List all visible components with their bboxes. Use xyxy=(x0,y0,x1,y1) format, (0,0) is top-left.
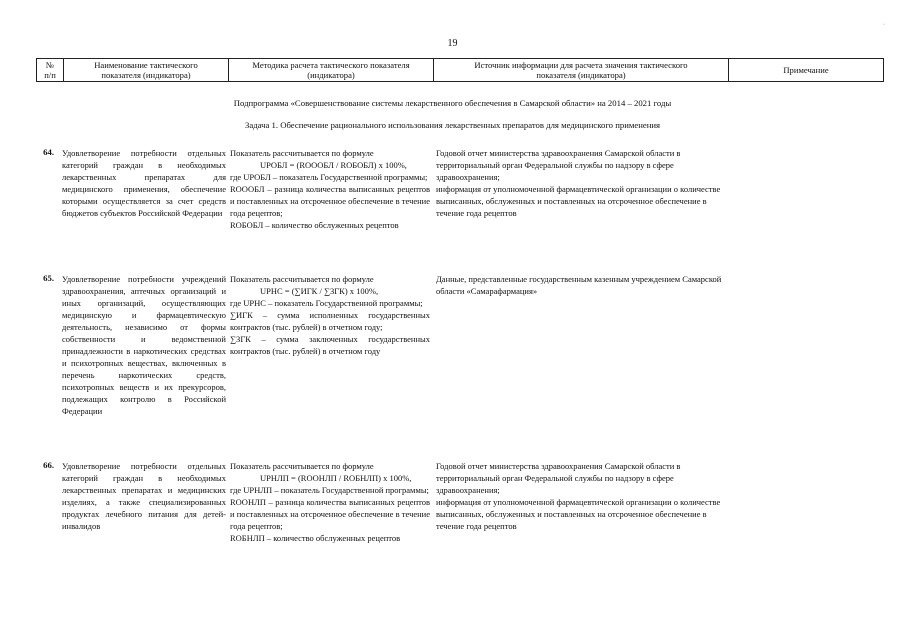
method-line: Показатель рассчитывается по формуле xyxy=(230,274,374,284)
row-indicator-name: Удовлетворение потребности отдельных категорий граждан в необходимых лекарственных препаратах и медицинских изделиях, а также специализированных продуктах лечебного питания для детей-инвалидов xyxy=(62,461,226,531)
method-line: Показатель рассчитывается по формуле xyxy=(230,148,374,158)
row-method xyxy=(230,273,433,357)
method-line: где UPНС – показатель Государственной программы; xyxy=(230,298,423,308)
header-col-source: Источник информации для расчета значения тактического показателя (индикатора) xyxy=(434,59,729,82)
method-line: ∑ИГК – сумма исполненных государственных контрактов (тыс. рублей) в отчетном году; xyxy=(230,310,433,332)
row-number: 65. xyxy=(43,273,54,283)
header-col-name: Наименование тактического показателя (индикатора) xyxy=(64,59,229,82)
method-formula: UPНЛП = (RООНЛП / RОБНЛП) х 100%, xyxy=(260,473,412,483)
method-formula: UPНС = (∑ИГК / ∑ЗГК) х 100%, xyxy=(260,286,379,296)
method-line: где UPНЛП – показатель Государственной программы; xyxy=(230,485,429,495)
method-line: RОБНЛП – количество обслуженных рецептов xyxy=(230,533,401,543)
page-number: 19 xyxy=(447,38,458,49)
method-line: где UPОБЛ – показатель Государственной программы; xyxy=(230,172,428,182)
row-indicator-name: Удовлетворение потребности отдельных категорий граждан в необходимых лекарственных препаратах для медицинского применения, обеспечение которыми осуществляется за счет средств бюджетов субъектов Российской Федерации xyxy=(62,148,226,218)
method-line: RОБОБЛ – количество обслуженных рецептов xyxy=(230,220,399,230)
method-line: RООНЛП – разница количества выписанных рецептов и поставленных на отсроченное обеспечение в течение года рецептов; xyxy=(230,497,433,531)
row-source: Данные, представленные государственным казенным учреждением Самарской области «Самарафармация» xyxy=(436,274,722,296)
subprogram-title: Подпрограмма «Совершенствование системы лекарственного обеспечения в Самарской области» на 2014 – 2021 годы xyxy=(233,98,672,108)
method-formula: UPОБЛ = (RОООБЛ / RОБОБЛ) х 100%, xyxy=(260,160,407,170)
row-indicator-name: Удовлетворение потребности учреждений здравоохранения, аптечных организаций и иных организаций, осуществляющих медицинскую и фармацевтическую деятельность, независимо от формы собственности и ведомственной принадлежности в наркотических средствах и психотропных веществах, включенных в перечень наркотических средств, психотропных веществ и их прекурсоров, подлежащих контролю в Российской Федерации xyxy=(62,274,226,416)
row-number: 64. xyxy=(43,147,54,157)
corner-mark: · xyxy=(883,22,885,28)
task-title: Задача 1. Обеспечение рационального использования лекарственных препаратов для медицинского применения xyxy=(245,120,660,130)
method-line: Показатель рассчитывается по формуле xyxy=(230,461,374,471)
row-method xyxy=(230,147,433,231)
row-source: Годовой отчет министерства здравоохранения Самарской области в территориальный орган Федеральной службы по надзору в сфере здравоохранения; информация от уполномоченной фармацевтической организации о количестве выписанных, обслуженных и поставленных на отсроченное обеспечение в течение года рецептов xyxy=(436,461,721,531)
header-col-num: № п/п xyxy=(37,59,64,82)
method-line: RОООБЛ – разница количества выписанных рецептов и поставленных на отсроченное обеспечение в течение года рецептов; xyxy=(230,184,433,218)
method-line: ∑ЗГК – сумма заключенных государственных контрактов (тыс. рублей) в отчетном году xyxy=(230,334,433,356)
header-table xyxy=(36,58,884,82)
row-number: 66. xyxy=(43,460,54,470)
header-col-method: Методика расчета тактического показателя (индикатора) xyxy=(229,59,434,82)
header-col-note: Примечание xyxy=(729,59,884,82)
row-method xyxy=(230,460,433,544)
row-source: Годовой отчет министерства здравоохранения Самарской области в территориальный орган Федеральной службы по надзору в сфере здравоохранения; информация от уполномоченной фармацевтической организации о количестве выписанных, обслуженных и поставленных на отсроченное обеспечение в течение года рецептов xyxy=(436,148,721,218)
